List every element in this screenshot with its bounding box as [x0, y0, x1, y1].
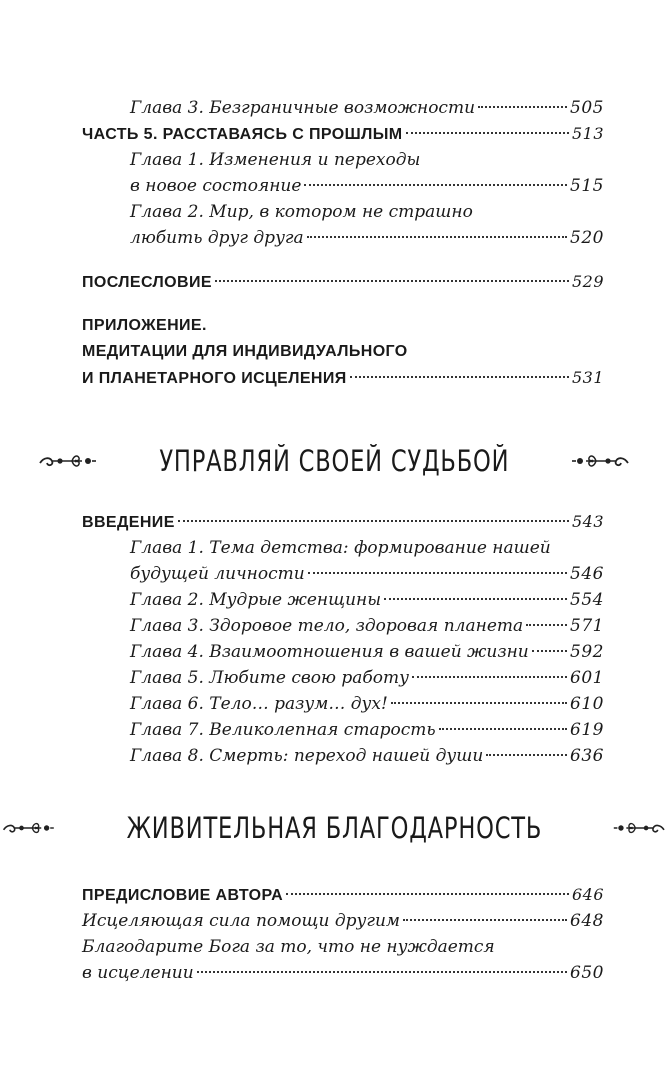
toc-entry-title: Глава 1. Изменения и переходы	[130, 150, 421, 170]
toc-entry-title: в новое состояние	[130, 176, 302, 196]
section-title: ЖИВИТЕЛЬНАЯ БЛАГОДАРНОСТЬ	[126, 811, 542, 845]
toc-row	[0, 665, 668, 691]
toc-row	[0, 535, 668, 561]
toc-row	[0, 587, 668, 613]
leader-dots	[526, 624, 567, 626]
leader-dots	[403, 919, 567, 921]
toc-entry-title: И ПЛАНЕТАРНОГО ИСЦЕЛЕНИЯ	[82, 370, 347, 387]
toc-page-number: 529	[571, 272, 604, 291]
toc-section-1	[0, 95, 668, 391]
leader-dots	[350, 376, 569, 378]
leader-dots	[391, 702, 567, 704]
toc-row	[0, 313, 668, 339]
toc-row	[0, 561, 668, 587]
toc-entry-title: ВВЕДЕНИЕ	[82, 514, 175, 531]
leader-dots	[412, 676, 567, 678]
toc-row	[0, 882, 668, 908]
toc-entry-title: Глава 3. Безграничные возможности	[130, 98, 476, 118]
ornament-right-icon	[612, 816, 668, 840]
toc-page-number: 646	[571, 885, 604, 904]
toc-entry-title: любить друг друга	[130, 228, 304, 248]
toc-row	[0, 691, 668, 717]
toc-row	[0, 173, 668, 199]
toc-page-number: 554	[570, 590, 604, 610]
leader-dots	[308, 572, 567, 574]
toc-page-number: 531	[571, 368, 604, 387]
toc-section-book3	[0, 882, 668, 986]
toc-entry-title: ПРИЛОЖЕНИЕ.	[82, 317, 207, 334]
toc-page-number: 515	[570, 176, 604, 196]
leader-dots	[406, 132, 569, 134]
toc-row	[0, 147, 668, 173]
toc-entry-title: Глава 5. Любите свою работу	[130, 668, 409, 688]
section-heading-book3	[0, 803, 668, 853]
toc-entry-title: Благодарите Бога за то, что не нуждается	[82, 937, 495, 957]
toc-entry-title: ПРЕДИСЛОВИЕ АВТОРА	[82, 887, 284, 904]
leader-dots	[286, 893, 569, 895]
toc-entry-title: Глава 6. Тело… разум… дух!	[130, 694, 388, 714]
toc-row	[0, 199, 668, 225]
leader-dots	[532, 650, 567, 652]
toc-entry-title: МЕДИТАЦИИ ДЛЯ ИНДИВИДУАЛЬНОГО	[82, 343, 408, 360]
leader-dots	[478, 106, 567, 108]
toc-page-number: 513	[571, 124, 604, 143]
toc-row	[0, 269, 668, 295]
toc-row	[0, 960, 668, 986]
ornament-left-icon	[36, 449, 98, 473]
section-heading-book2	[0, 436, 668, 486]
toc-entry-title: Глава 1. Тема детства: формирование нашей	[130, 538, 551, 558]
toc-row	[0, 743, 668, 769]
toc-row	[0, 121, 668, 147]
toc-row	[0, 613, 668, 639]
leader-dots	[178, 520, 569, 522]
toc-row	[0, 509, 668, 535]
toc-entry-title: Глава 7. Великолепная старость	[130, 720, 436, 740]
toc-entry-title: Глава 2. Мир, в котором не страшно	[130, 202, 473, 222]
toc-page-number: 636	[570, 746, 604, 766]
toc-entry-title: ЧАСТЬ 5. РАССТАВАЯСЬ С ПРОШЛЫМ	[82, 126, 403, 143]
toc-page-number: 648	[570, 911, 604, 931]
toc-section-book2	[0, 509, 668, 769]
toc-page-number: 619	[570, 720, 604, 740]
toc-page-number: 601	[570, 668, 604, 688]
toc-row	[0, 717, 668, 743]
toc-page-number: 592	[570, 642, 604, 662]
toc-entry-title: ПОСЛЕСЛОВИЕ	[82, 274, 212, 291]
section-title: УПРАВЛЯЙ СВОЕЙ СУДЬБОЙ	[159, 444, 509, 478]
toc-row	[0, 95, 668, 121]
toc-row	[0, 639, 668, 665]
toc-entry-title: Глава 2. Мудрые женщины	[130, 590, 382, 610]
leader-dots	[307, 236, 567, 238]
leader-dots	[439, 728, 567, 730]
toc-page-number: 546	[570, 564, 604, 584]
toc-page-number: 505	[570, 98, 604, 118]
toc-page-number: 571	[570, 616, 604, 636]
toc-row	[0, 339, 668, 365]
toc-page-number: 543	[571, 512, 604, 531]
toc-entry-title: в исцелении	[82, 963, 194, 983]
toc-row	[0, 365, 668, 391]
toc-page-number: 520	[570, 228, 604, 248]
toc-entry-title: Глава 8. Смерть: переход нашей души	[130, 746, 484, 766]
ornament-left-icon	[0, 816, 56, 840]
toc-row	[0, 934, 668, 960]
toc-row	[0, 908, 668, 934]
ornament-right-icon	[570, 449, 632, 473]
toc-row	[0, 225, 668, 251]
toc-page-number: 610	[570, 694, 604, 714]
leader-dots	[304, 184, 567, 186]
toc-page-number: 650	[570, 963, 604, 983]
toc-entry-title: Глава 4. Взаимоотношения в вашей жизни	[130, 642, 529, 662]
leader-dots	[215, 280, 569, 282]
toc-entry-title: Глава 3. Здоровое тело, здоровая планета	[130, 616, 524, 636]
toc-entry-title: будущей личности	[130, 564, 305, 584]
leader-dots	[486, 754, 567, 756]
leader-dots	[384, 598, 567, 600]
leader-dots	[197, 971, 567, 973]
toc-entry-title: Исцеляющая сила помощи другим	[82, 911, 400, 931]
